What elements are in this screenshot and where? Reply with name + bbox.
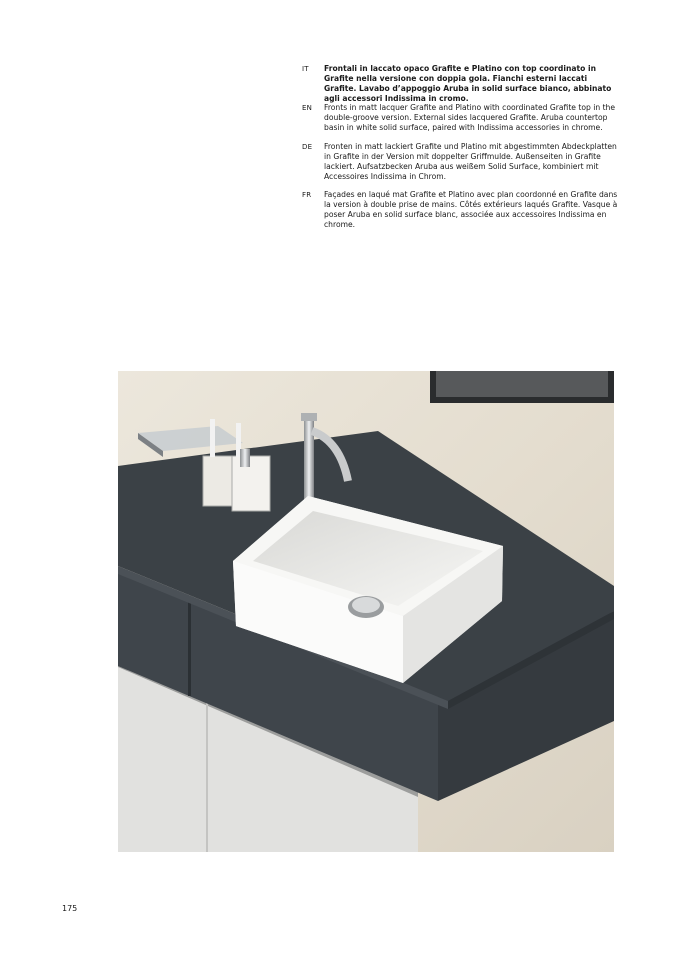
language-code: EN xyxy=(302,104,313,112)
description-de xyxy=(302,142,620,182)
language-code: IT xyxy=(302,65,309,73)
description-en xyxy=(302,103,620,133)
soap-dispenser xyxy=(203,456,235,506)
description-text: Façades en laqué mat Grafite et Platino avec plan coordonné en Grafite dans la version à double prise de mains. Côtés extérieurs laqués Grafite. Vasque à poser Aruba en solid surface blanc, associée aux accessoires Indissima en chrome. xyxy=(324,190,618,229)
description-text: Fronts in matt lacquer Grafite and Platino with coordinated Grafite top in the double-groove version. External sides lacquered Grafite. Aruba countertop basin in white solid surface, paired with Indissima accessories in chrome. xyxy=(324,103,616,132)
language-code: FR xyxy=(302,191,312,199)
description-it xyxy=(302,64,620,104)
product-photo xyxy=(118,371,614,852)
page-number: 175 xyxy=(62,904,78,913)
description-fr xyxy=(302,190,620,230)
description-text: Frontali in laccato opaco Grafite e Platino con top coordinato in Grafite nella versione con doppia gola. Fianchi esterni laccati Grafite. Lavabo d’appoggio Aruba in solid surface bianco, abbinato agli accessori Indissima in cromo. xyxy=(324,64,612,103)
bathroom-illustration xyxy=(118,371,614,852)
description-text: Fronten in matt lackiert Grafite und Platino mit abgestimmten Abdeckplatten in Grafite in der Version mit doppelter Griffmulde. Außenseiten in Grafite lackiert. Aufsatzbecken Aruba aus weißem Solid Surface, kombiniert mit Accessoires Indissima in Chrom. xyxy=(324,142,617,181)
language-code: DE xyxy=(302,143,313,151)
